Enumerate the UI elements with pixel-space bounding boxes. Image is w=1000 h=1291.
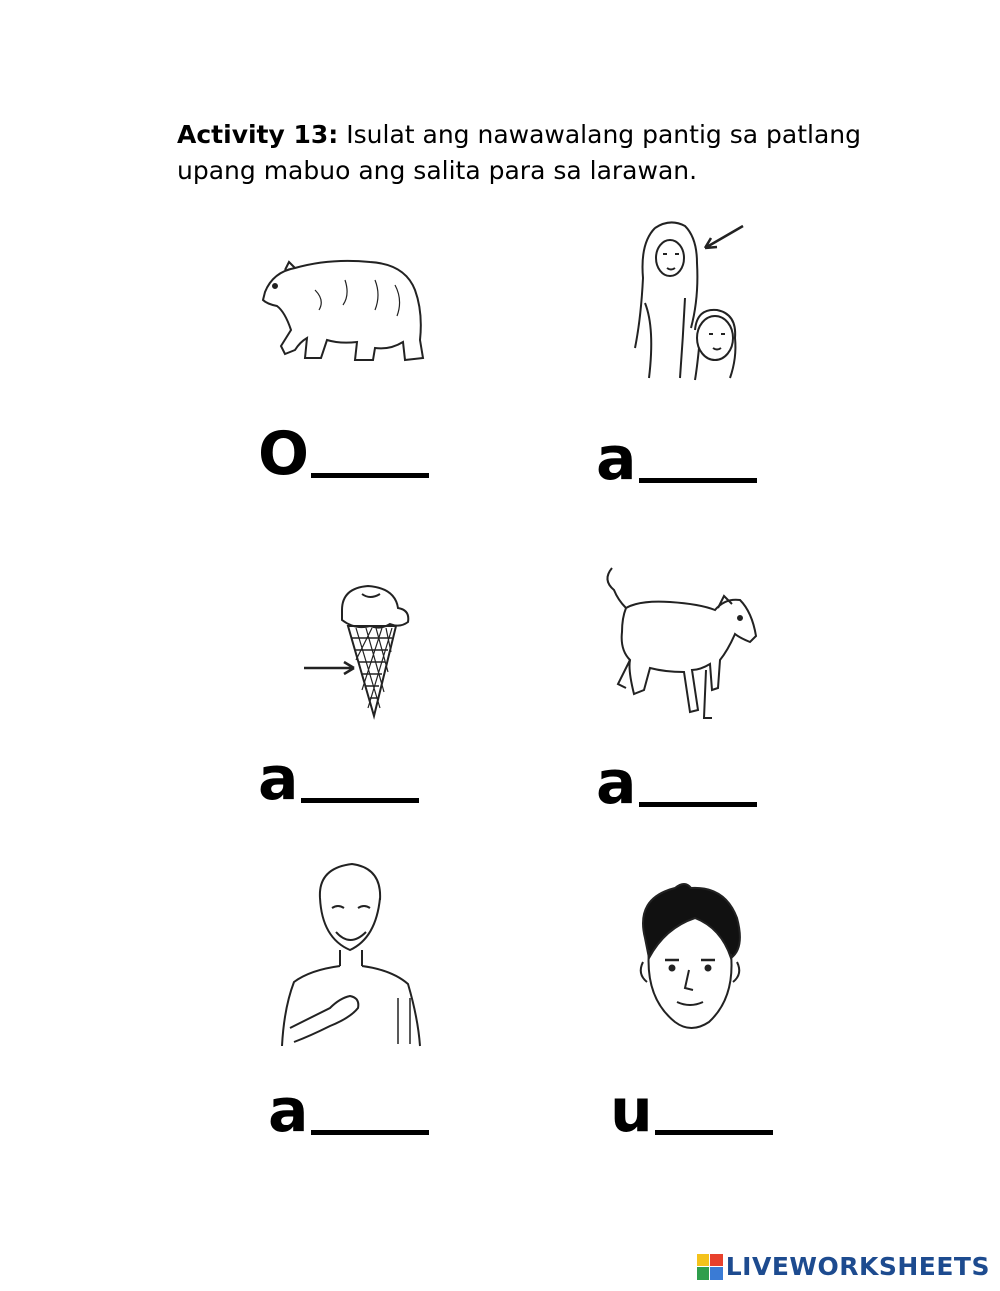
dog-picture: [600, 560, 760, 725]
face-picture: [625, 878, 755, 1038]
starting-letter: a: [268, 1076, 309, 1146]
starting-letter: u: [610, 1076, 653, 1146]
answer-input[interactable]: [596, 767, 761, 809]
ice-cream-picture: [300, 580, 450, 720]
answer-blank-4[interactable]: [596, 748, 757, 818]
polar-bear-picture: [255, 250, 430, 370]
instructions: [177, 117, 897, 189]
starting-letter: O: [258, 419, 310, 489]
mother-daughter-picture: [625, 218, 750, 383]
liveworksheets-brand: [697, 1252, 990, 1281]
instruction-line-2: upang mabuo ang salita para sa larawan.: [177, 156, 698, 185]
answer-input[interactable]: [610, 1095, 777, 1137]
answer-blank-6[interactable]: [610, 1076, 773, 1146]
answer-input[interactable]: [268, 1095, 433, 1137]
starting-letter: a: [596, 424, 637, 494]
activity-label: Activity 13:: [177, 120, 339, 149]
answer-input[interactable]: [596, 443, 761, 485]
instruction-line-1: Isulat ang nawawalang pantig sa patlang: [346, 120, 861, 149]
answer-blank-2[interactable]: [596, 424, 757, 494]
answer-blank-3[interactable]: [258, 744, 419, 814]
answer-blank-1[interactable]: [258, 419, 429, 489]
answer-blank-5[interactable]: [268, 1076, 429, 1146]
starting-letter: a: [258, 744, 299, 814]
answer-input[interactable]: [258, 763, 423, 805]
brand-name: LIVEWORKSHEETS: [725, 1252, 990, 1281]
boy-picture: [270, 858, 430, 1053]
starting-letter: a: [596, 748, 637, 818]
liveworksheets-logo-icon: [697, 1254, 723, 1280]
answer-input[interactable]: [258, 438, 433, 480]
